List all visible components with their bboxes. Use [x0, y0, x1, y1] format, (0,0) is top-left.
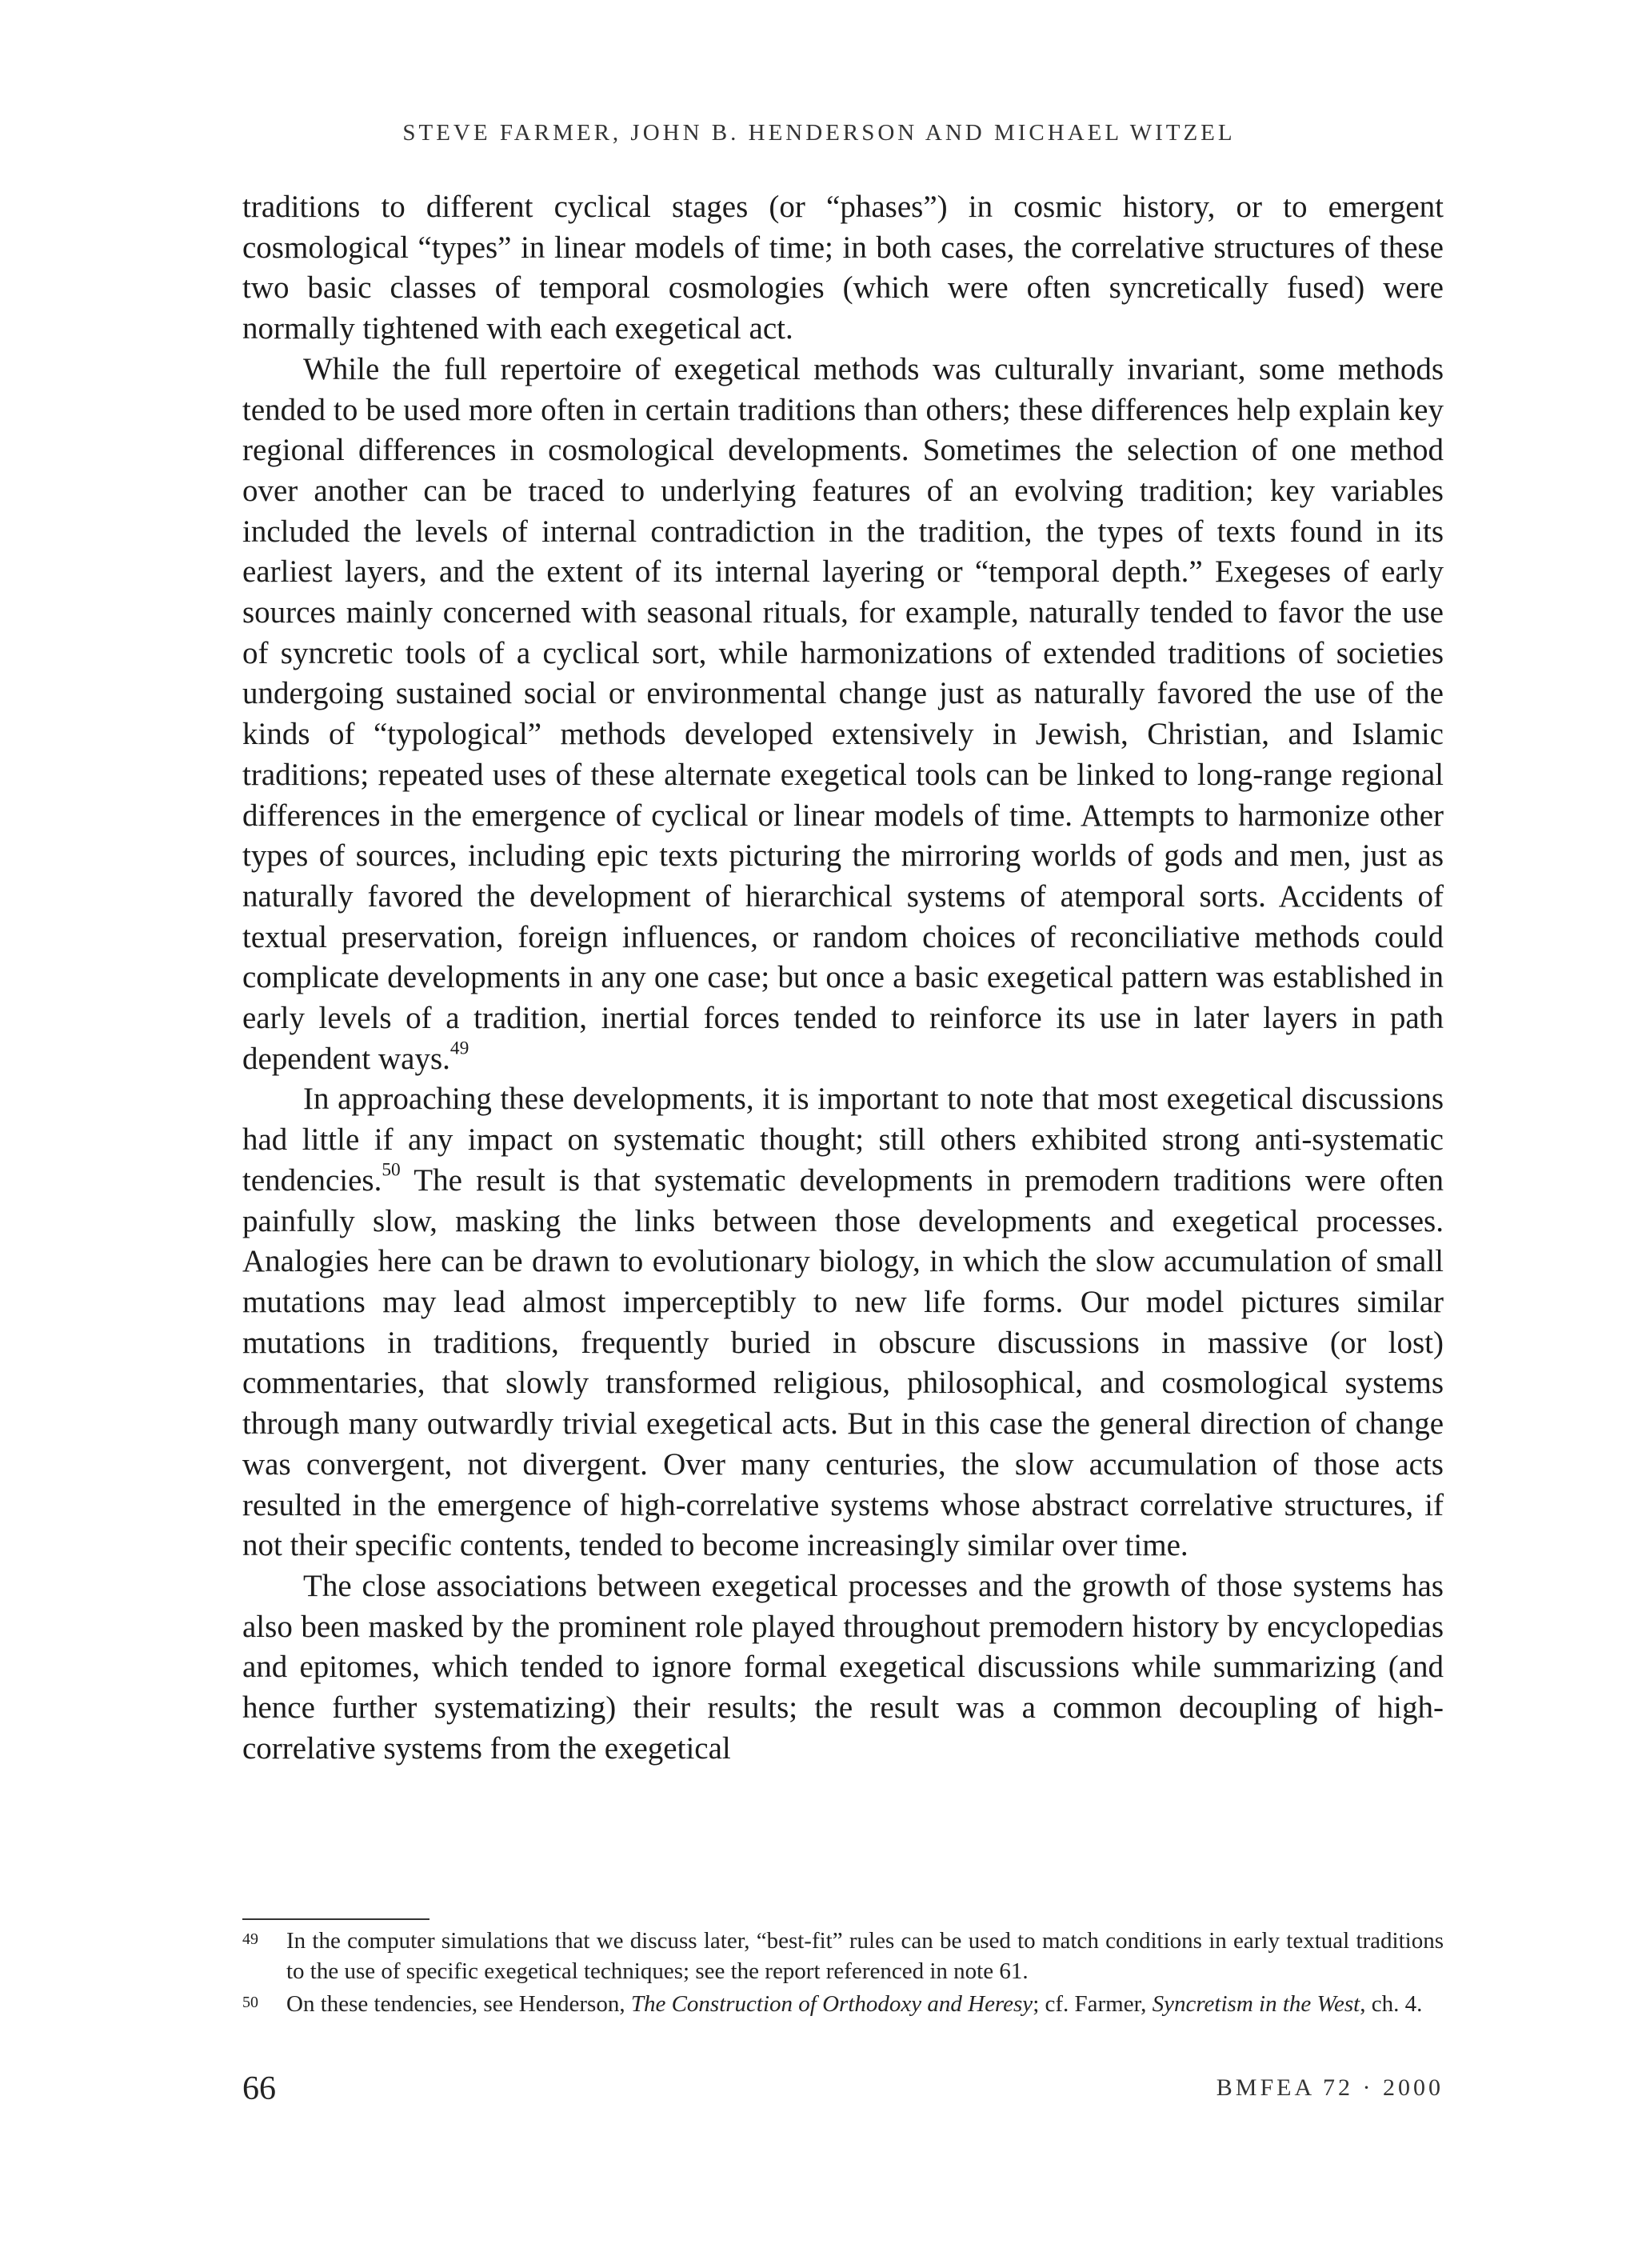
footnotes: [242, 1926, 1444, 2023]
paragraph-2: [242, 350, 1444, 1080]
footnote-50: [242, 1990, 1444, 2020]
footnote-title-b: Syncretism in the West: [1152, 1991, 1360, 2017]
footnote-number: 49: [242, 1930, 258, 1948]
paragraph-1: traditions to different cyclical stages (or “phases”) in cosmic history, or to emergent cosmological “types” in linear models of time; in both cases, the correlative structures of these two basic classes of temporal cosmologies (which were often syncretically fused) were normally tightened with each exegetical act.: [242, 190, 1444, 346]
note-ref-49[interactable]: 49: [449, 1038, 469, 1059]
paragraph-3-text-a: In approaching these developments, it is important to note that most exegetical discussions had little if any impact on systematic thought; still others exhibited strong anti-systematic tendencies.: [242, 1082, 1444, 1198]
note-ref-50[interactable]: 50: [382, 1159, 401, 1181]
page-number: 66: [242, 2070, 276, 2107]
footnote-number: 50: [242, 1994, 258, 2011]
paragraph-4: The close associations between exegetical processes and the growth of those systems has also been masked by the prominent role played throughout premodern history by encyclopedias and epitomes, which tended to ignore formal exegetical discussions while summarizing (and hence further systematizing) their results; the result was a common decoupling of high-correlative systems from the exegetical: [242, 1568, 1444, 1766]
paragraph-2-text: While the full repertoire of exegetical methods was culturally invariant, some methods tended to be used more often in certain traditions than others; these differences help explain key regional differences in cosmological developments. Sometimes the selection of one method over another can be traced to underlying features of an evolving tradition; key variables included the levels of internal contradiction in the tradition, the types of texts found in its earliest layers, and the extent of its internal layering or “temporal depth.” Exegeses of early sources mainly concerned with seasonal rituals, for example, naturally tended to favor the use of syncretic tools of a cyclical sort, while harmonizations of extended traditions of societies undergoing sustained social or environmental change just as naturally favored the use of the kinds of “typological” methods developed extensively in Jewish, Christian, and Islamic traditions; repeated uses of these alternate exegetical tools can be linked to long-range regional differences in the emergence of cyclical or linear models of time. Attempts to harmonize other types of sources, including epic texts picturing the mirroring worlds of gods and men, just as naturally favored the development of hierarchical systems of atemporal sorts. Accidents of textual preservation, foreign influences, or random choices of reconciliative methods could complicate developments in any one case; but once a basic exegetical pattern was established in early levels of a tradition, inertial forces tended to reinforce its use in later layers in path dependent ways.: [242, 351, 1444, 1076]
footnote-49: [242, 1926, 1444, 1986]
journal-reference: BMFEA 72 · 2000: [1216, 2074, 1444, 2101]
paragraph-3-text-b: The result is that systematic developments in premodern traditions were often painfully slow, masking the links between those developments and exegetical processes. Analogies here can be drawn to evolutionary biology, in which the slow accumulation of small mutations may lead almost imperceptibly to new life forms. Our model pictures similar mutations in traditions, frequently buried in obscure discussions in massive (or lost) commentaries, that slowly transformed religious, philosophical, and cosmological systems through many outwardly trivial exegetical acts. But in this case the general direction of change was convergent, not divergent. Over many centuries, the slow accumulation of those acts resulted in the emergence of high-correlative systems whose abstract correlative structures, if not their specific contents, tended to become increasingly similar over time.: [242, 1162, 1444, 1563]
paragraph-3: [242, 1079, 1444, 1566]
footnote-text-c: , ch. 4.: [1360, 1991, 1423, 2017]
footnote-text-a: On these tendencies, see Henderson,: [286, 1991, 631, 2017]
footnote-rule: [242, 1918, 429, 1920]
footnote-text-b: ; cf. Farmer,: [1033, 1991, 1153, 2017]
footnote-text: In the computer simulations that we discuss later, “best-fit” rules can be used to match conditions in early textual traditions to the use of specific exegetical techniques; see the report referenced in note 61.: [286, 1928, 1444, 1984]
body-text: [242, 187, 1444, 1769]
running-head: STEVE FARMER, JOHN B. HENDERSON AND MICHAEL WITZEL: [402, 120, 1236, 146]
footnote-title-a: The Construction of Orthodoxy and Heresy: [630, 1991, 1033, 2017]
